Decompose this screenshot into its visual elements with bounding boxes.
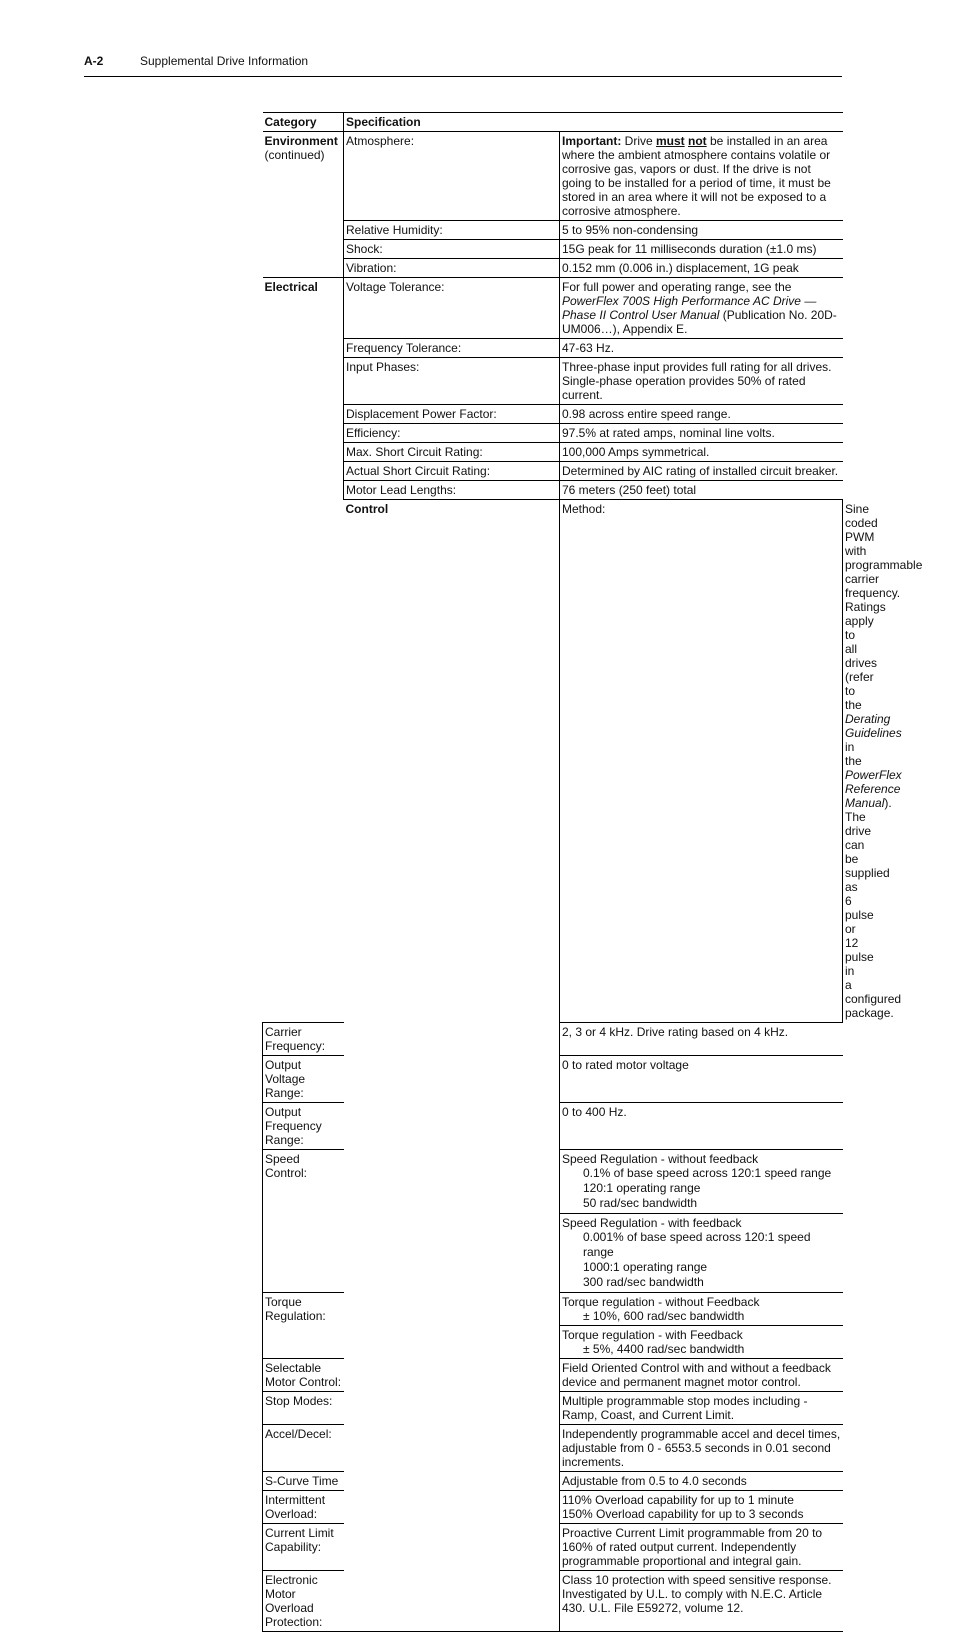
- category-control: Control: [344, 500, 560, 1632]
- emphasis-must: must: [656, 134, 685, 148]
- param-current-limit-capability: Current Limit Capability:: [263, 1524, 344, 1571]
- value-intermittent-overload: [560, 1491, 843, 1524]
- value-efficiency: 97.5% at rated amps, nominal line volts.: [560, 424, 843, 443]
- value-max-short-circuit: 100,000 Amps symmetrical.: [560, 443, 843, 462]
- value-torque-no-feedback: [560, 1293, 843, 1326]
- param-motor-lead-lengths: Motor Lead Lengths:: [344, 481, 560, 500]
- torque-feedback-title: Torque regulation - with Feedback: [562, 1328, 743, 1342]
- param-selectable-motor-control: Selectable Motor Control:: [263, 1359, 344, 1392]
- speed-feedback-line: 300 rad/sec bandwidth: [583, 1275, 704, 1289]
- param-carrier-frequency: Carrier Frequency:: [263, 1023, 344, 1056]
- table-row: [263, 405, 843, 424]
- param-efficiency: Efficiency:: [344, 424, 560, 443]
- method-text-post: ). The drive can be supplied as 6 pulse or 12 pulse in a configured package.: [845, 796, 902, 1020]
- param-voltage-tolerance: Voltage Tolerance:: [344, 278, 560, 339]
- param-torque-regulation: Torque Regulation:: [263, 1293, 344, 1359]
- param-actual-short-circuit: Actual Short Circuit Rating:: [344, 462, 560, 481]
- speed-feedback-line: 1000:1 operating range: [583, 1260, 708, 1274]
- value-accel-decel: Independently programmable accel and decel times, adjustable from 0 - 6553.5 seconds in 0.01 second increments.: [560, 1425, 843, 1472]
- value-shock: 15G peak for 11 milliseconds duration (±1.0 ms): [560, 240, 843, 259]
- atmosphere-text: be installed in an area where the ambient atmosphere contains volatile or corrosive gas, vapors or dust. If the drive is not going to be installed for a period of time, it must be stored in an area where it will not be exposed to a corrosive atmosphere.: [562, 134, 831, 218]
- table-header-row: [263, 113, 843, 132]
- value-motor-lead-lengths: 76 meters (250 feet) total: [560, 481, 843, 500]
- table-row: [263, 339, 843, 358]
- value-speed-feedback: [560, 1214, 843, 1293]
- table-row: [263, 240, 843, 259]
- value-atmosphere: [560, 132, 843, 221]
- page-number: A-2: [84, 54, 104, 68]
- important-label: Important:: [562, 134, 622, 148]
- param-input-phases: Input Phases:: [344, 358, 560, 405]
- category-label: Environment: [264, 134, 338, 148]
- value-carrier-frequency: 2, 3 or 4 kHz. Drive rating based on 4 kHz.: [560, 1023, 843, 1056]
- param-relative-humidity: Relative Humidity:: [344, 221, 560, 240]
- table-row: [263, 424, 843, 443]
- atmosphere-text-drive: Drive: [621, 134, 656, 148]
- value-s-curve-time: Adjustable from 0.5 to 4.0 seconds: [560, 1472, 843, 1491]
- param-shock: Shock:: [344, 240, 560, 259]
- table-row: [263, 132, 843, 221]
- speed-feedback-line: 0.001% of base speed across 120:1 speed range: [583, 1230, 811, 1259]
- torque-no-feedback-title: Torque regulation - without Feedback: [562, 1295, 760, 1309]
- method-text-pre: Sine coded PWM with programmable carrier frequency. Ratings apply to all drives (refer to the: [845, 502, 923, 712]
- value-stop-modes: Multiple programmable stop modes including - Ramp, Coast, and Current Limit.: [560, 1392, 843, 1425]
- value-torque-feedback: [560, 1326, 843, 1359]
- value-frequency-tolerance: 47-63 Hz.: [560, 339, 843, 358]
- param-electronic-motor-overload: Electronic Motor Overload Protection:: [263, 1571, 344, 1632]
- param-atmosphere: Atmosphere:: [344, 132, 560, 221]
- reference-manual-title: PowerFlex Reference Manual: [845, 768, 902, 810]
- derating-guidelines-title: Derating Guidelines: [845, 712, 902, 740]
- param-frequency-tolerance: Frequency Tolerance:: [344, 339, 560, 358]
- emphasis-not: not: [688, 134, 707, 148]
- param-intermittent-overload: Intermittent Overload:: [263, 1491, 344, 1524]
- overload-line: 150% Overload capability for up to 3 seconds: [562, 1507, 804, 1521]
- category-sub-label: (continued): [264, 148, 325, 162]
- value-current-limit-capability: Proactive Current Limit programmable from 20 to 160% of rated output current. Independently programmable proportional and integral gain.: [560, 1524, 843, 1571]
- torque-feedback-line: ± 5%, 4400 rad/sec bandwidth: [583, 1342, 745, 1356]
- param-speed-control: Speed Control:: [263, 1150, 344, 1293]
- torque-no-feedback-line: ± 10%, 600 rad/sec bandwidth: [583, 1309, 745, 1323]
- value-displacement-power-factor: 0.98 across entire speed range.: [560, 405, 843, 424]
- param-s-curve-time: S-Curve Time: [263, 1472, 344, 1491]
- table-row: [263, 278, 843, 339]
- param-method: Method:: [560, 500, 843, 1023]
- overload-line: 110% Overload capability for up to 1 minute: [562, 1493, 794, 1507]
- table-row: [263, 481, 843, 500]
- table-row: [263, 500, 843, 1023]
- column-header-category: Category: [263, 113, 344, 132]
- table-row: [263, 259, 843, 278]
- specification-table: [262, 112, 923, 1632]
- voltage-text-pre: For full power and operating range, see the: [562, 280, 792, 294]
- speed-no-feedback-line: 120:1 operating range: [583, 1181, 701, 1195]
- speed-no-feedback-line: 0.1% of base speed across 120:1 speed range: [583, 1166, 832, 1180]
- method-text-mid: in the: [845, 740, 862, 768]
- value-voltage-tolerance: [560, 278, 843, 339]
- value-relative-humidity: 5 to 95% non-condensing: [560, 221, 843, 240]
- category-environment: [263, 132, 344, 278]
- param-output-voltage-range: Output Voltage Range:: [263, 1056, 344, 1103]
- value-input-phases: Three-phase input provides full rating for all drives. Single-phase operation provides 50% of rated current.: [560, 358, 843, 405]
- speed-no-feedback-title: Speed Regulation - without feedback: [562, 1152, 759, 1166]
- table-row: [263, 358, 843, 405]
- value-electronic-motor-overload: Class 10 protection with speed sensitive response. Investigated by U.L. to comply with N.E.C. Article 430. U.L. File E59272, volume 12.: [560, 1571, 843, 1632]
- column-header-specification: Specification: [344, 113, 843, 132]
- voltage-text-post: (Publication No. 20D-UM006…), Appendix E.: [562, 308, 837, 336]
- param-vibration: Vibration:: [344, 259, 560, 278]
- speed-feedback-title: Speed Regulation - with feedback: [562, 1216, 742, 1230]
- category-electrical: Electrical: [263, 278, 344, 1023]
- value-output-voltage-range: 0 to rated motor voltage: [560, 1056, 843, 1103]
- param-stop-modes: Stop Modes:: [263, 1392, 344, 1425]
- value-actual-short-circuit: Determined by AIC rating of installed circuit breaker.: [560, 462, 843, 481]
- manual-title: PowerFlex 700S High Performance AC Drive — Phase II Control User Manual: [562, 294, 817, 322]
- page-header: [84, 54, 842, 77]
- value-vibration: 0.152 mm (0.006 in.) displacement, 1G peak: [560, 259, 843, 278]
- speed-no-feedback-line: 50 rad/sec bandwidth: [583, 1196, 698, 1210]
- table-row: [263, 443, 843, 462]
- param-max-short-circuit: Max. Short Circuit Rating:: [344, 443, 560, 462]
- value-selectable-motor-control: Field Oriented Control with and without a feedback device and permanent magnet motor control.: [560, 1359, 843, 1392]
- param-accel-decel: Accel/Decel:: [263, 1425, 344, 1472]
- table-row: [263, 462, 843, 481]
- value-speed-no-feedback: [560, 1150, 843, 1214]
- value-output-frequency-range: 0 to 400 Hz.: [560, 1103, 843, 1150]
- param-displacement-power-factor: Displacement Power Factor:: [344, 405, 560, 424]
- table-row: [263, 221, 843, 240]
- section-title: Supplemental Drive Information: [140, 54, 309, 68]
- param-output-frequency-range: Output Frequency Range:: [263, 1103, 344, 1150]
